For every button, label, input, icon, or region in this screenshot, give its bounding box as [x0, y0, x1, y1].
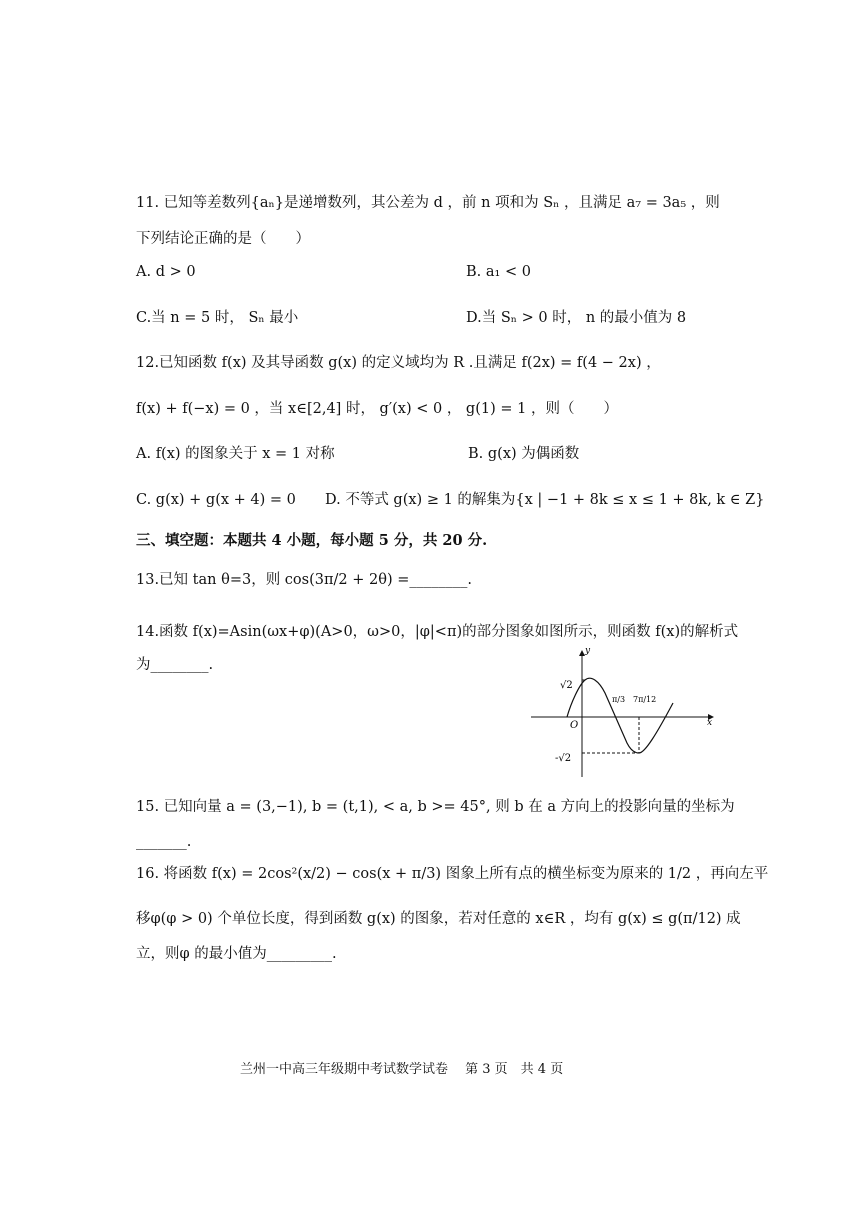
- tick-7pi-12: 7π/12: [633, 695, 657, 704]
- sine-graph: [527, 643, 722, 783]
- q13-text: 13.已知 tan θ=3，则 cos(3π/2 + 2θ) =________.: [136, 572, 472, 588]
- q11-line1: 11. 已知等差数列{aₙ}是递增数列，其公差为 d ，前 n 项和为 Sₙ ，且满足 a₇ = 3a₅ ，则: [136, 195, 720, 211]
- q14-line2: 为________.: [136, 657, 214, 673]
- y-axis-label: y: [585, 646, 591, 656]
- q11-line2: 下列结论正确的是（ ）: [136, 231, 310, 247]
- q16-line3: 立，则φ 的最小值为_________.: [136, 946, 337, 962]
- q14-line1: 14.函数 f(x)=Asin(ωx+φ)(A>0，ω>0，|φ|<π)的部分图象如图所示，则函数 f(x)的解析式: [136, 624, 739, 640]
- ymin-label: -√2: [555, 753, 572, 764]
- ymax-label: √2: [560, 680, 573, 691]
- q11-option-a: A. d > 0: [136, 264, 196, 280]
- q12-line2: f(x) + f(−x) = 0 ，当 x∈[2,4] 时， g′(x) < 0 ， g(1) = 1 ，则（ ）: [136, 401, 618, 417]
- q12-option-a: A. f(x) 的图象关于 x = 1 对称: [136, 446, 335, 462]
- page-footer: 兰州一中高三年级期中考试数学试卷 第 3 页 共 4 页: [240, 1062, 564, 1077]
- q12-option-c: C. g(x) + g(x + 4) = 0: [136, 492, 296, 508]
- q12-option-d: D. 不等式 g(x) ≥ 1 的解集为{x | −1 + 8k ≤ x ≤ 1 + 8k, k ∈ Z}: [325, 492, 765, 508]
- q12-line1: 12.已知函数 f(x) 及其导函数 g(x) 的定义域均为 R .且满足 f(2x) = f(4 − 2x) ，: [136, 355, 661, 371]
- q11-option-b: B. a₁ < 0: [466, 264, 531, 280]
- q15-line1: 15. 已知向量 a = (3,−1), b = (t,1), < a, b >= 45°, 则 b 在 a 方向上的投影向量的坐标为: [136, 799, 735, 815]
- sine-curve: [567, 678, 673, 753]
- q11-option-c: C.当 n = 5 时， Sₙ 最小: [136, 310, 299, 326]
- q16-line1: 16. 将函数 f(x) = 2cos²(x/2) − cos(x + π/3) 图象上所有点的横坐标变为原来的 1/2 ，再向左平: [136, 866, 769, 882]
- origin-label: O: [570, 720, 579, 731]
- q11-option-d: D.当 Sₙ > 0 时， n 的最小值为 8: [466, 310, 687, 326]
- q15-line2: _______.: [136, 834, 192, 850]
- q12-option-b: B. g(x) 为偶函数: [468, 446, 580, 462]
- tick-pi-3: π/3: [612, 695, 626, 704]
- x-axis-label: x: [707, 718, 713, 728]
- q16-line2: 移φ(φ > 0) 个单位长度，得到函数 g(x) 的图象，若对任意的 x∈R ，均有 g(x) ≤ g(π/12) 成: [136, 911, 741, 927]
- section3-heading: 三、填空题：本题共 4 小题，每小题 5 分，共 20 分.: [136, 532, 488, 549]
